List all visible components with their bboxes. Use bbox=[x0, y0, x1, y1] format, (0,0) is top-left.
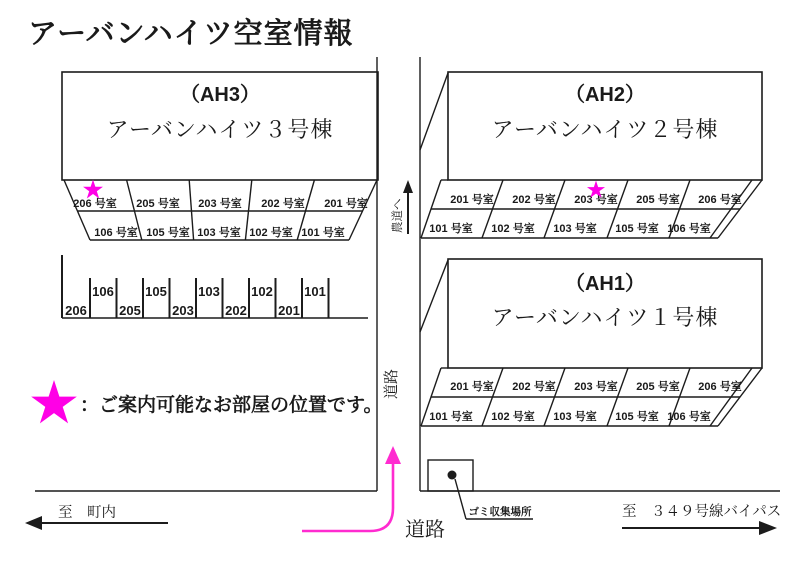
star-icon-legend bbox=[31, 380, 77, 423]
ah3-room-2f-3: 203 号室 bbox=[198, 198, 242, 210]
ah2-room-2f-2: 202 号室 bbox=[512, 194, 556, 206]
star-icon-ah3-206 bbox=[83, 180, 103, 199]
to-bypass-label: 至 ３４９号線バイパス bbox=[622, 504, 782, 520]
ah2-room-2f-4: 205 号室 bbox=[636, 194, 680, 206]
ah2-left-fence-diagonal bbox=[420, 73, 448, 150]
ah2-room-2f-5: 206 号室 bbox=[698, 194, 742, 206]
farm-road-direction bbox=[390, 180, 413, 234]
ah3-room-fan bbox=[64, 180, 377, 241]
ah1-room-2f-2: 202 号室 bbox=[512, 381, 556, 393]
page-title: アーバンハイツ空室情報 bbox=[28, 18, 354, 50]
ah2-room-1f-3: 103 号室 bbox=[553, 223, 597, 235]
road-bottom-label: 道路 bbox=[405, 519, 445, 541]
ah3-room-2f-4: 202 号室 bbox=[261, 198, 305, 210]
ah1-room-1f-5: 106 号室 bbox=[667, 411, 711, 423]
ah3-room-2f-2: 205 号室 bbox=[136, 198, 180, 210]
parking-stall-102: 102 bbox=[251, 284, 273, 299]
parking-stall-206: 206 bbox=[65, 303, 87, 318]
ah3-room-1f-5: 101 号室 bbox=[301, 227, 345, 239]
to-bypass-direction bbox=[622, 503, 781, 535]
ah1-room-1f-4: 105 号室 bbox=[615, 411, 659, 423]
ah2-room-1f-5: 106 号室 bbox=[667, 223, 711, 235]
ah1-room-1f-3: 103 号室 bbox=[553, 411, 597, 423]
ah2-room-fan bbox=[421, 180, 762, 238]
parking-area bbox=[62, 255, 368, 318]
access-route bbox=[302, 446, 401, 531]
ah1-room-2f-3: 203 号室 bbox=[574, 381, 618, 393]
ah1-left-fence-diagonal bbox=[420, 260, 448, 332]
ah2-room-2f-1: 201 号室 bbox=[450, 194, 494, 206]
ah3-code: （AH3） bbox=[179, 84, 261, 106]
ah3-fan-right-edge bbox=[349, 180, 377, 240]
ah3-room-1f-1: 106 号室 bbox=[94, 227, 138, 239]
farm-road-label: 農道へ bbox=[392, 198, 404, 233]
ah3-room-1f-4: 102 号室 bbox=[249, 227, 293, 239]
ah3-room-1f-3: 103 号室 bbox=[197, 227, 241, 239]
garbage-label: ゴミ収集場所 bbox=[468, 506, 532, 518]
ah3-fan-divider-2 bbox=[189, 180, 193, 240]
to-town-label: 至 町内 bbox=[58, 505, 116, 521]
parking-stall-203: 203 bbox=[172, 303, 194, 318]
ah1-room-1f-1: 101 号室 bbox=[429, 411, 473, 423]
to-town-direction bbox=[25, 504, 168, 530]
garbage-leader-line bbox=[455, 479, 466, 519]
ah3-name: アーバンハイツ３号棟 bbox=[106, 117, 334, 142]
ah1-room-2f-1: 201 号室 bbox=[450, 381, 494, 393]
parking-stall-202: 202 bbox=[225, 303, 247, 318]
parking-stall-101: 101 bbox=[304, 284, 326, 299]
ah3-room-2f-1: 206 号室 bbox=[73, 198, 117, 210]
ah1-room-2f-5: 206 号室 bbox=[698, 381, 742, 393]
ah2-room-2f-3: 203 号室 bbox=[574, 194, 618, 206]
parking-stall-205: 205 bbox=[119, 303, 141, 318]
ah1-code: （AH1） bbox=[564, 273, 646, 295]
garbage-collection bbox=[428, 460, 533, 519]
route-path bbox=[302, 462, 393, 531]
parking-stall-103: 103 bbox=[198, 284, 220, 299]
parking-stall-106: 106 bbox=[92, 284, 114, 299]
legend bbox=[31, 380, 382, 423]
legend-text: ：ご案内可能なお部屋の位置です。 bbox=[80, 395, 383, 416]
ah3-room-1f-2: 105 号室 bbox=[146, 227, 190, 239]
parking-stall-201: 201 bbox=[278, 303, 300, 318]
ah3-fan-left-edge bbox=[64, 180, 90, 240]
right-arrow-icon bbox=[759, 521, 777, 535]
garbage-dot bbox=[448, 471, 457, 480]
ah1-room-2f-4: 205 号室 bbox=[636, 381, 680, 393]
ah2-name: アーバンハイツ２号棟 bbox=[491, 117, 719, 142]
route-up-arrow-icon bbox=[385, 446, 401, 464]
road-vertical-label: 道路 bbox=[383, 368, 400, 399]
ah2-code: （AH2） bbox=[564, 84, 646, 106]
ah3-room-2f-5: 201 号室 bbox=[324, 198, 368, 210]
ah1-room-1f-2: 102 号室 bbox=[491, 411, 535, 423]
left-arrow-icon bbox=[25, 516, 42, 530]
ah1-name: アーバンハイツ１号棟 bbox=[491, 305, 719, 330]
parking-stall-105: 105 bbox=[145, 284, 167, 299]
ah2-room-1f-2: 102 号室 bbox=[491, 223, 535, 235]
ah2-room-1f-4: 105 号室 bbox=[615, 223, 659, 235]
ah2-room-1f-1: 101 号室 bbox=[429, 223, 473, 235]
up-arrow-icon bbox=[403, 180, 413, 193]
ah1-room-fan bbox=[421, 368, 762, 426]
